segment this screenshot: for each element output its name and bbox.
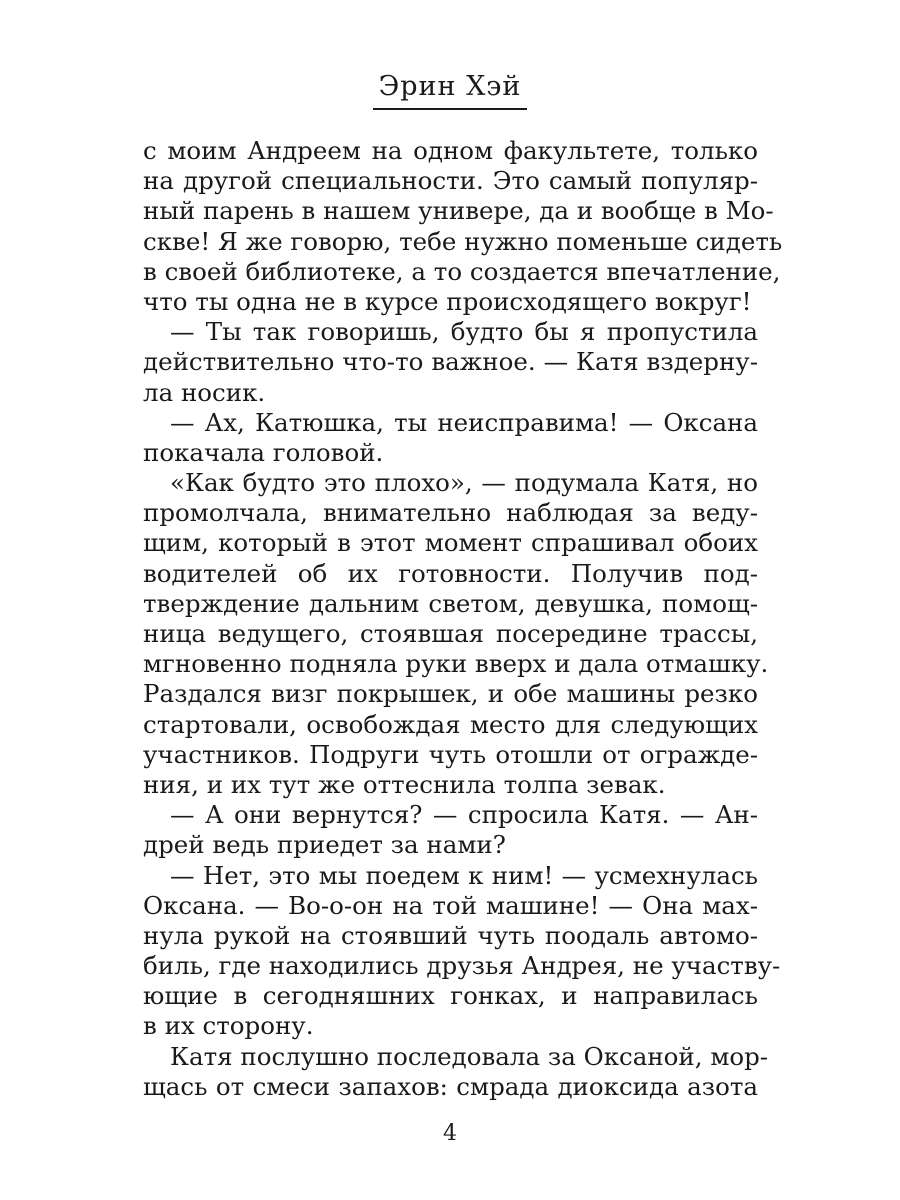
running-header	[0, 70, 900, 110]
text-line: нула рукой на стоявший чуть поодаль автомо-	[143, 920, 758, 950]
text-line: — Ты так говоришь, будто бы я пропустила	[170, 317, 758, 347]
text-line: водителей об их готовности. Получив под-	[143, 558, 758, 588]
text-line: тверждение дальним светом, девушка, помощ-	[143, 588, 758, 618]
text-line: — Ах, Катюшка, ты неисправима! — Оксана	[170, 407, 758, 437]
text-line: ющие в сегодняшних гонках, и направилась	[143, 981, 758, 1011]
text-line: действительно что-то важное. — Катя вздерну-	[143, 347, 758, 377]
text-line: — А они вернутся? — спросила Катя. — Ан-	[170, 800, 758, 830]
text-line: на другой специальности. Это самый популяр-	[143, 166, 758, 196]
author-name: Эрин Хэй	[373, 70, 528, 110]
text-line: в их сторону.	[143, 1011, 314, 1041]
text-line: промолчала, внимательно наблюдая за веду-	[143, 498, 758, 528]
text-line: дрей ведь приедет за нами?	[143, 830, 506, 860]
text-line: ла носик.	[143, 377, 266, 407]
text-line: в своей библиотеке, а то создается впечатление,	[143, 256, 781, 286]
text-line: ный парень в нашем универе, да и вообще в Мо-	[143, 196, 774, 226]
text-line: — Нет, это мы поедем к ним! — усмехнулась	[170, 860, 758, 890]
text-line: Оксана. — Во-о-он на той машине! — Она мах-	[143, 890, 758, 920]
text-line: с моим Андреем на одном факультете, только	[143, 136, 758, 165]
text-line: покачала головой.	[143, 437, 384, 467]
text-line: «Как будто это плохо», — подумала Катя, но	[170, 468, 758, 498]
body-text	[143, 136, 783, 1102]
page-number: 4	[443, 1121, 457, 1146]
text-line: участников. Подруги чуть отошли от огражде-	[143, 739, 758, 769]
text-line: Катя послушно последовала за Оксаной, мор-	[170, 1041, 769, 1071]
text-line: ния, и их тут же оттеснила толпа зевак.	[143, 769, 666, 799]
text-line: стартовали, освобождая место для следующих	[143, 709, 758, 739]
text-line: щась от смеси запахов: смрада диоксида азота	[143, 1071, 758, 1101]
text-line: что ты одна не в курсе происходящего вокруг!	[143, 286, 752, 316]
text-line: мгновенно подняла руки вверх и дала отмашку.	[143, 649, 769, 679]
text-line: скве! Я же говорю, тебе нужно поменьше сидеть	[143, 226, 783, 256]
text-line: биль, где находились друзья Андрея, не участву-	[143, 951, 781, 981]
text-line: ница ведущего, стоявшая посередине трассы,	[143, 619, 758, 648]
text-line: щим, который в этот момент спрашивал обоих	[143, 528, 758, 558]
text-line: Раздался визг покрышек, и обе машины резко	[143, 679, 758, 709]
